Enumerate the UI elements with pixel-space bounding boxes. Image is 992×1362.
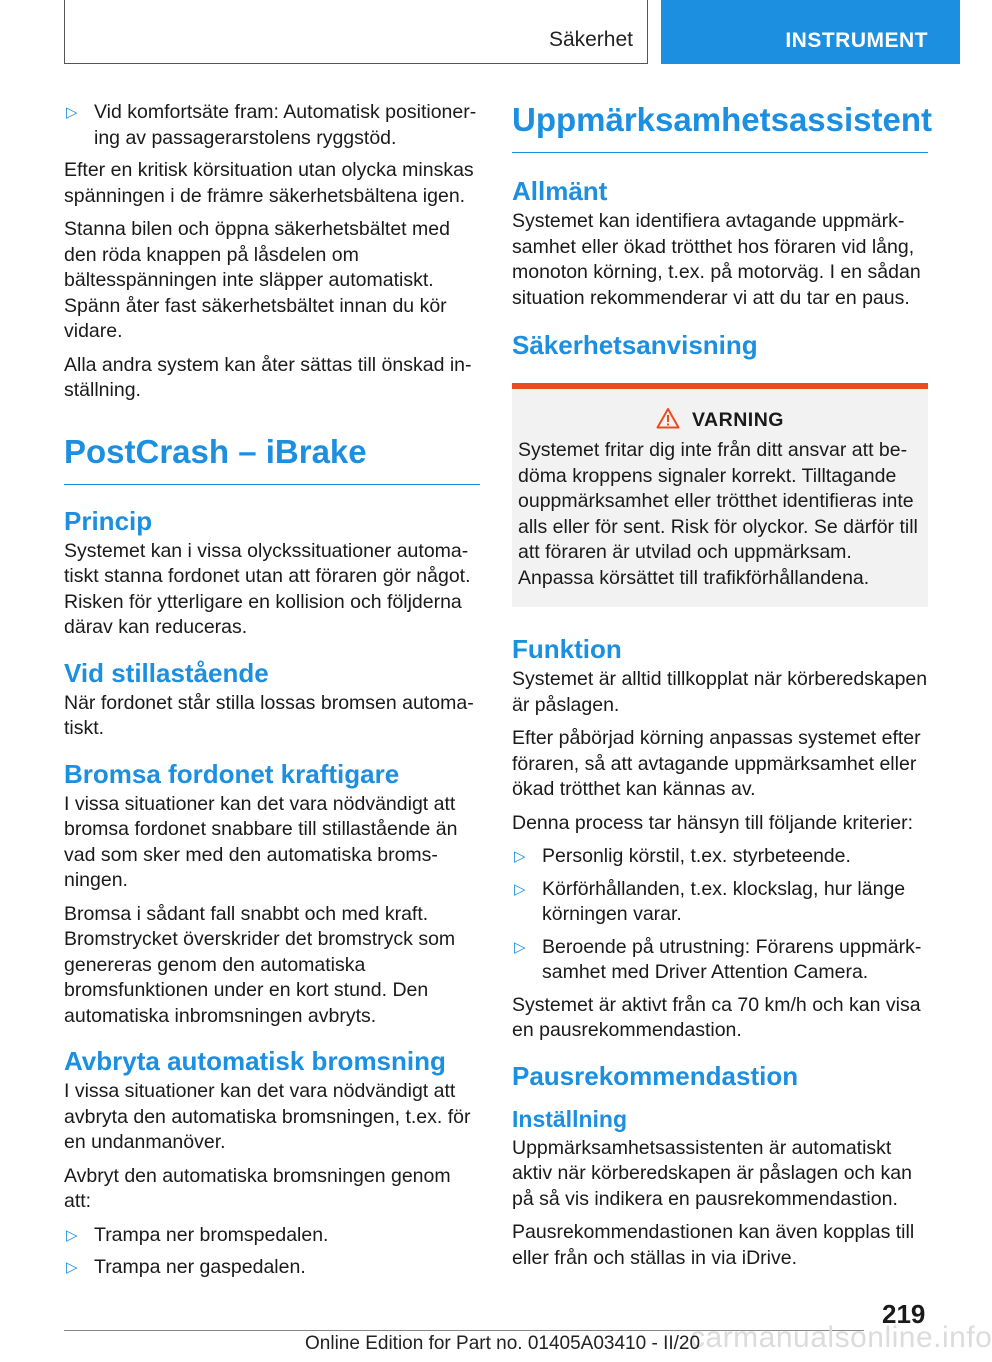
section-title-postcrash: PostCrash – iBrake [64, 432, 480, 485]
list-item: ▷ Vid komfortsäte fram: Automatisk positionering av passagerarstolens ryggstöd. [64, 100, 480, 151]
heading-avbryta: Avbryta automatisk bromsning [64, 1046, 446, 1076]
paragraph: Efter en kritisk körsituation utan olycka minskas spänningen i de främre säkerhetsbältena igen. [64, 159, 474, 207]
warning-box [512, 383, 928, 607]
warning-triangle-icon [656, 407, 680, 434]
watermark: carmanualsonline.info [690, 1321, 992, 1354]
paragraph: Efter påbörjad körning anpassas systemet efter föraren, så att avtagande uppmärksamhet eller ökad trötthet kan kännas av. [512, 727, 921, 800]
paragraph: I vissa situationer kan det vara nödvändigt att avbryta den automatiska bromsningen, t.ex. för en undanmanöver. [64, 1080, 471, 1153]
list-item: ▷ Trampa ner bromspedalen. [64, 1223, 480, 1249]
paragraph: Systemet är aktivt från ca 70 km/h och kan visa en pausrekommendastion. [512, 993, 921, 1041]
heading-stillastaende: Vid stillastående [64, 657, 269, 688]
heading-sakerhetsanvisning: Säkerhetsanvisning [512, 330, 758, 360]
footer-edition: Online Edition for Part no. 01405A03410 - II/20 [305, 1333, 701, 1354]
paragraph: Systemet är alltid tillkopplat när körberedskapen är påslagen. [512, 668, 928, 716]
paragraph: Denna process tar hänsyn till följande kriterier: [512, 811, 914, 834]
list-item: ▷ Körförhållanden, t.ex. klockslag, hur länge körningen varar. [512, 877, 928, 928]
paragraph: När fordonet står stilla lossas bromsen automatiskt. [64, 691, 474, 739]
list-item: ▷ Personlig körstil, t.ex. styrbeteende. [512, 844, 928, 870]
header-section-title: Säkerhet [548, 28, 633, 51]
paragraph: Systemet kan i vissa olyckssituationer automatiskt stanna fordonet utan att föraren gör något. Risken för ytterligare en kollision och följderna därav kan reduceras. [64, 539, 471, 638]
heading-bromsa: Bromsa fordonet kraftigare [64, 758, 400, 789]
right-column [512, 100, 933, 1279]
heading-pausrekommendastion: Pausrekommendastion [512, 1060, 799, 1091]
heading-installning: Inställning [512, 1105, 627, 1132]
heading-funktion: Funktion [512, 634, 622, 664]
warning-text: Systemet fritar dig inte från ditt ansvar att bedöma kroppens signaler korrekt. Tilltagande ouppmärksamhet eller trötthet identifieras inte alls eller för sent. Risk för olyckor. Se därför till att föraren är utvilad och uppmärksam. Anpassa körsättet till trafikförhållandena. [518, 439, 918, 589]
paragraph: Systemet kan identifiera avtagande uppmärksamhet eller ökad trötthet hos föraren vid lång, monoton körning, t.ex. på motorväg. I en sådan situation rekommenderar vi att du tar en paus. [512, 210, 921, 309]
list-item: ▷ Beroende på utrustning: Förarens uppmärksamhet med Driver Attention Camera. [512, 935, 928, 986]
left-column [64, 100, 480, 1288]
page-number: 219 [882, 1299, 926, 1329]
paragraph: Alla andra system kan åter sättas till önskad inställning. [64, 353, 472, 401]
header-chapter-tab [661, 0, 960, 64]
header-chapter-title: INSTRUMENT [785, 29, 928, 52]
list-item: ▷ Trampa ner gaspedalen. [64, 1255, 480, 1281]
triangle-bullet-icon: ▷ [514, 848, 526, 865]
paragraph: Bromsa i sådant fall snabbt och med kraft. Bromstrycket överskrider det bromstryck som genereras genom den automatiska bromsfunktionen under en kort stund. Den automatiska inbromsningen avbryts. [64, 902, 456, 1027]
triangle-bullet-icon: ▷ [66, 1226, 78, 1244]
section-title-uppmarksamhet: Uppmärksamhetsassistent [512, 100, 928, 153]
paragraph: Avbryt den automatiska bromsningen genom att: [64, 1164, 451, 1212]
heading-princip: Princip [64, 505, 153, 536]
triangle-bullet-icon: ▷ [514, 938, 526, 956]
paragraph: I vissa situationer kan det vara nödvändigt att bromsa fordonet snabbare till stillastående än vad som sker med den automatiska bromsningen. [64, 792, 458, 891]
heading-allmant: Allmänt [512, 176, 608, 206]
header-section-box [64, 0, 648, 64]
paragraph: Stanna bilen och öppna säkerhetsbältet med den röda knappen på låsdelen om bältesspänningen inte släpper automatiskt. Spänn åter fast säkerhetsbältet innan du kör vidare. [64, 218, 450, 342]
triangle-bullet-icon: ▷ [66, 104, 78, 121]
paragraph: Uppmärksamhetsassistenten är automatiskt aktiv när körberedskapen är påslagen och kan på så vis indikera en pausrekommendastion. [512, 1136, 912, 1210]
triangle-bullet-icon: ▷ [514, 880, 526, 898]
triangle-bullet-icon: ▷ [66, 1259, 78, 1276]
warning-header [518, 407, 922, 434]
paragraph: Pausrekommendastionen kan även kopplas till eller från och ställas in via iDrive. [512, 1221, 915, 1269]
warning-title: VARNING [692, 409, 784, 431]
